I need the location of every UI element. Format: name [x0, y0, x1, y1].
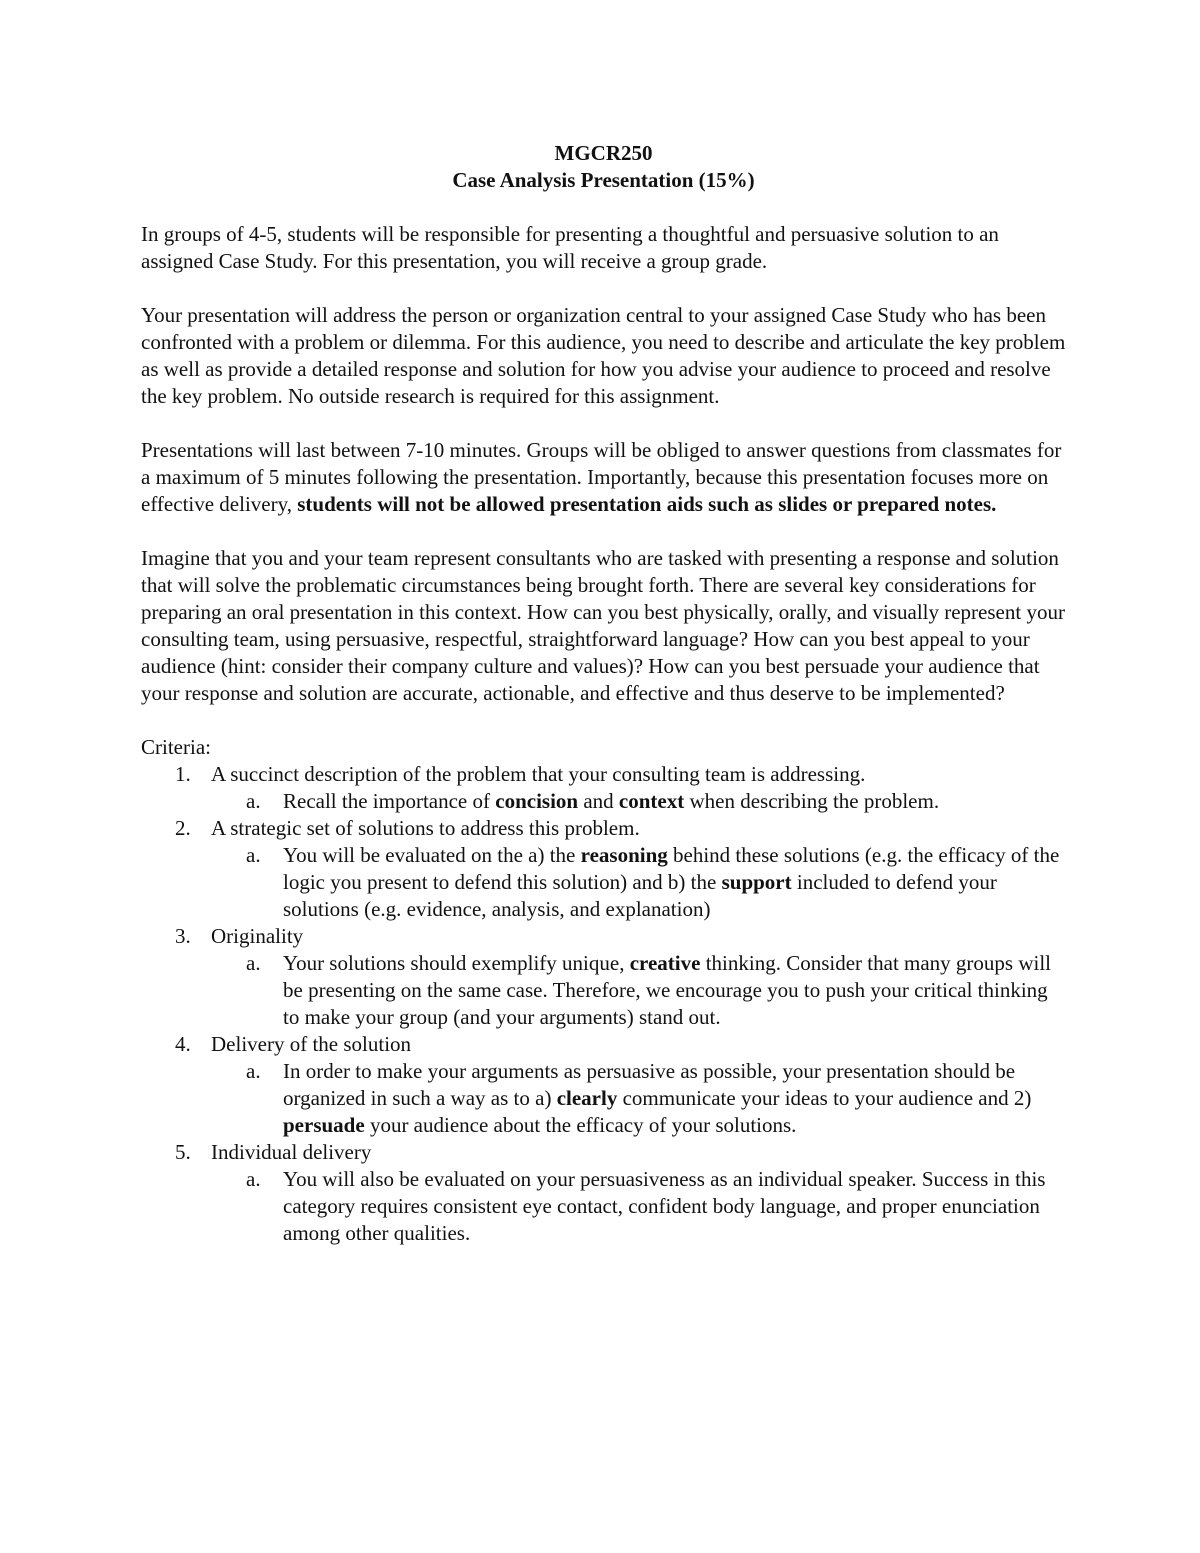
criteria-item [141, 761, 1066, 815]
criteria-item [141, 923, 1066, 1031]
scenario-paragraph: Imagine that you and your team represent consultants who are tasked with presenting a response and solution that will solve the problematic circumstances being brought forth. There are several key considerations for preparing an oral presentation in this context. How can you best physically, orally, and visually represent your consulting team, using persuasive, respectful, straightforward language? How can you best appeal to your audience (hint: consider their company culture and values)? How can you best persuade your audience that your response and solution are accurate, actionable, and effective and thus deserve to be implemented? [141, 546, 1065, 705]
sub-list [211, 950, 1066, 1031]
item-number: 2. [175, 816, 191, 840]
sub-letter: a. [246, 843, 261, 867]
sub-text: You will also be evaluated on your persuasiveness as an individual speaker. Success in this category requires consistent eye contact, confident body language, and proper enunciation among other qualities. [283, 1167, 1046, 1245]
item-number: 1. [175, 762, 191, 786]
logistics-text: Presentations will last between 7-10 minutes. Groups will be obliged to answer questions from classmates for a maximum of 5 minutes following the presentation. Importantly, because this presentation focuses more on effective delivery, [141, 438, 1062, 516]
sub-text: behind these solutions (e.g. the efficacy of the logic you present to defend this solution) and b) the [283, 843, 1060, 894]
sub-item [211, 1166, 1066, 1247]
item-number: 3. [175, 924, 191, 948]
sub-text: your audience about the efficacy of your solutions. [364, 1113, 797, 1137]
criteria-heading: Criteria: [141, 735, 211, 759]
emphasis-term: concision [495, 789, 579, 813]
sub-text: Your solutions should exemplify unique, [283, 951, 630, 975]
sub-letter: a. [246, 951, 261, 975]
criteria-list [141, 761, 1066, 1247]
item-text: A succinct description of the problem that your consulting team is addressing. [211, 762, 866, 786]
item-number: 4. [175, 1032, 191, 1056]
sub-letter: a. [246, 1059, 261, 1083]
sub-text: when describing the problem. [684, 789, 940, 813]
course-code: MGCR250 [554, 141, 653, 165]
item-number: 5. [175, 1140, 191, 1164]
item-text: Individual delivery [211, 1140, 372, 1164]
criteria-item [141, 1139, 1066, 1247]
sub-list [211, 1058, 1066, 1139]
sub-item [211, 950, 1066, 1031]
sub-list [211, 842, 1066, 923]
sub-text: included to defend your solutions (e.g. evidence, analysis, and explanation) [283, 870, 997, 921]
item-text: A strategic set of solutions to address this problem. [211, 816, 640, 840]
sub-item [211, 1058, 1066, 1139]
item-text: Originality [211, 924, 304, 948]
emphasis-term: creative [629, 951, 701, 975]
audience-paragraph: Your presentation will address the person or organization central to your assigned Case Study who has been confronted with a problem or dilemma. For this audience, you need to describe and articulate the key problem as well as provide a detailed response and solution for how you advise your audience to proceed and resolve the key problem. No outside research is required for this assignment. [141, 303, 1066, 408]
intro-paragraph: In groups of 4-5, students will be responsible for presenting a thoughtful and persuasive solution to an assigned Case Study. For this presentation, you will receive a group grade. [141, 222, 999, 273]
emphasis-term: reasoning [580, 843, 668, 867]
sub-item [211, 842, 1066, 923]
criteria-item [141, 1031, 1066, 1139]
emphasis-term: context [618, 789, 685, 813]
sub-item [211, 788, 1066, 815]
criteria-item [141, 815, 1066, 923]
item-text: Delivery of the solution [211, 1032, 412, 1056]
sub-text: and [578, 789, 619, 813]
sub-list [211, 1166, 1066, 1247]
sub-text: You will be evaluated on the a) the [283, 843, 581, 867]
emphasis-term: clearly [556, 1086, 618, 1110]
sub-list [211, 788, 1066, 815]
sub-letter: a. [246, 1167, 261, 1191]
sub-text: thinking. Consider that many groups will be presenting on the same case. Therefore, we encourage you to push your critical thinking to make your group (and your arguments) stand out. [283, 951, 1052, 1029]
sub-text: Recall the importance of [283, 789, 496, 813]
document-page [141, 140, 1066, 1247]
logistics-paragraph [141, 437, 1066, 518]
sub-text: In order to make your arguments as persuasive as possible, your presentation should be organized in such a way as to a) [283, 1059, 1016, 1110]
sub-letter: a. [246, 789, 261, 813]
no-aids-notice: students will not be allowed presentation aids such as slides or prepared notes. [297, 492, 997, 516]
emphasis-term: persuade [283, 1113, 365, 1137]
sub-text: communicate your ideas to your audience and 2) [617, 1086, 1032, 1110]
emphasis-term: support [721, 870, 792, 894]
assignment-title: Case Analysis Presentation (15%) [452, 168, 755, 192]
